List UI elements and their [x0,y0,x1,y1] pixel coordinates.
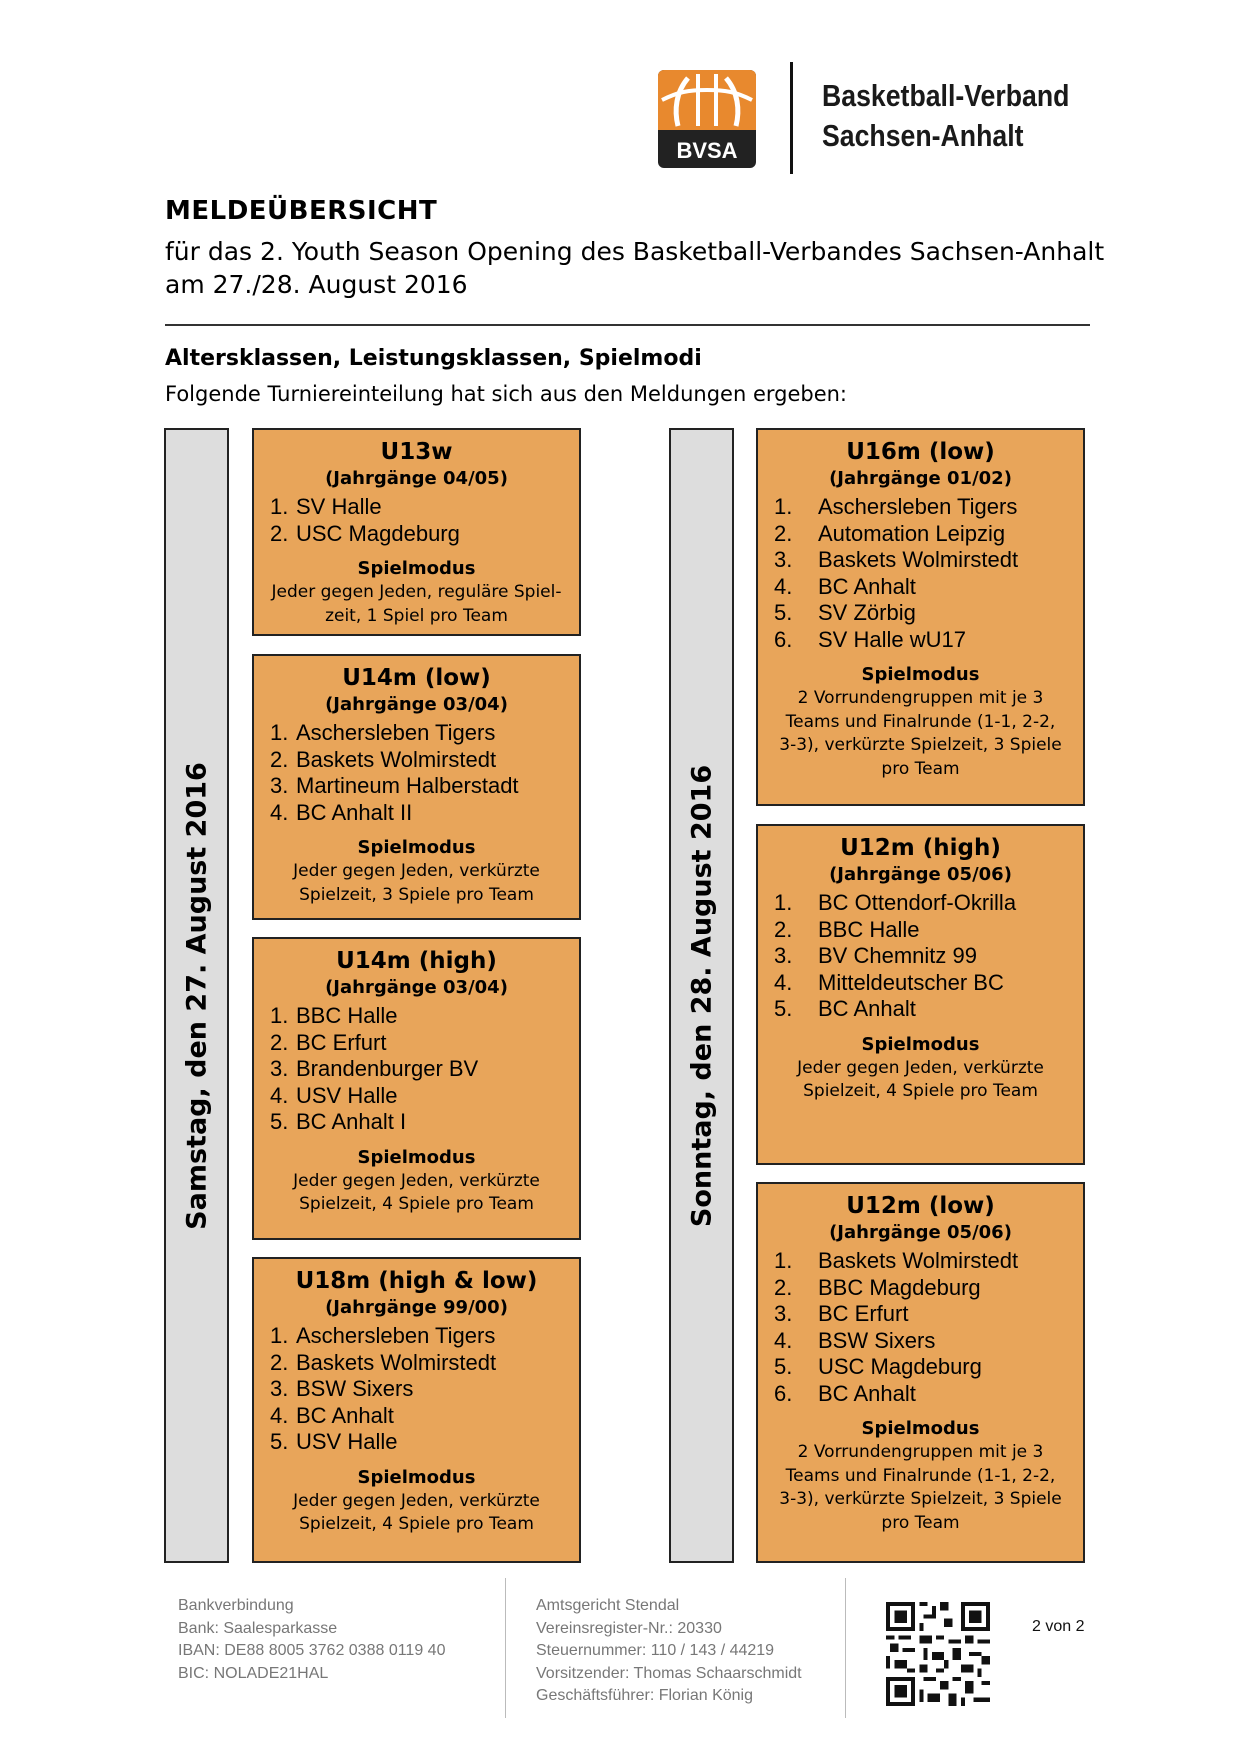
group-title: U14m (low) [342,665,491,691]
header-rule [165,324,1090,326]
group-years: (Jahrgänge 01/02) [829,468,1012,489]
team-item: 3. BV Chemnitz 99 [774,943,977,968]
group-years: (Jahrgänge 99/00) [325,1297,508,1318]
mode-text: Jeder gegen Jeden, reguläre Spiel- zeit, 1 Spiel pro Team [271,582,562,626]
group-title: U16m (low) [846,439,995,465]
team-item: 1. Aschersleben Tigers [270,1323,496,1348]
group-box-u18m [252,1257,581,1563]
day-bar-sunday [669,428,734,1563]
team-item: 5. USC Magdeburg [774,1354,982,1379]
footer-divider [505,1578,506,1718]
team-item: 2. Automation Leipzig [774,520,1006,546]
mode-label: Spielmodus [861,1033,980,1055]
team-item: 5. BC Anhalt [774,996,916,1021]
qr-code-icon [886,1602,990,1706]
mode-label: Spielmodus [861,1418,980,1439]
group-box-u14m-high [252,937,581,1240]
day-bar-saturday [164,428,229,1563]
mode-label: Spielmodus [357,837,476,858]
group-years: (Jahrgänge 03/04) [325,694,508,715]
team-list [254,494,579,547]
group-years: (Jahrgänge 03/04) [325,977,508,998]
mode-label: Spielmodus [357,1466,476,1488]
mode-text: Jeder gegen Jeden, verkürzte Spielzeit, 4 Spiele pro Team [293,1170,540,1214]
mode-text: 2 Vorrundengruppen mit je 3 Teams und Finalrunde (1-1, 2-2, 3-3), verkürzte Spielzeit, 3 Spiele pro Team [779,688,1062,779]
group-box-u12m-high [756,824,1085,1165]
org-name-line2: Sachsen-Anhalt [822,118,1024,153]
team-item: 2. BC Erfurt [270,1029,387,1055]
group-box-u14m-low [252,654,581,920]
team-item: 3. BC Erfurt [774,1301,909,1326]
team-list [254,1003,579,1136]
mode-text: Jeder gegen Jeden, verkürzte Spielzeit, 4 Spiele pro Team [797,1057,1044,1101]
footer-bank-info: Bankverbindung Bank: Saalesparkasse IBAN: DE88 8005 3762 0388 0119 40 BIC: NOLADE21HAL [178,1597,446,1682]
day-label-saturday: Samstag, den 27. August 2016 [181,761,212,1230]
group-title: U12m (high) [840,835,1001,861]
section-intro: Folgende Turniereinteilung hat sich aus den Meldungen ergeben: [165,382,848,406]
team-list [758,494,1083,653]
team-item: 3. Martineum Halberstadt [270,773,519,798]
team-item: 1. Aschersleben Tigers [270,720,496,745]
team-item: 4. BC Anhalt [774,573,916,599]
team-item: 4. USV Halle [270,1082,398,1108]
team-list [758,890,1083,1023]
group-box-u16m-low [756,428,1085,806]
group-years: (Jahrgänge 04/05) [325,468,508,489]
bvsa-logo [658,70,756,168]
group-title: U12m (low) [846,1193,995,1219]
header-divider [790,62,793,174]
team-item: 2. USC Magdeburg [270,520,460,546]
team-item: 6. SV Halle wU17 [774,626,966,652]
team-item: 5. SV Zörbig [774,600,916,625]
section-heading: Altersklassen, Leistungsklassen, Spielmodi [165,346,702,371]
team-item: 5. BC Anhalt I [270,1109,407,1134]
group-title: U13w [380,439,453,465]
mode-label: Spielmodus [357,1146,476,1168]
team-item: 4. BSW Sixers [774,1327,936,1353]
mode-label: Spielmodus [357,558,476,579]
logo-text: BVSA [676,138,738,163]
team-item: 2. Baskets Wolmirstedt [270,1349,497,1375]
team-item: 4. Mitteldeutscher BC [774,969,1004,995]
team-item: 5. USV Halle [270,1429,398,1454]
page-title: MELDEÜBERSICHT [165,196,438,226]
team-list [254,1323,579,1456]
team-item: 1. BBC Halle [270,1003,398,1028]
mode-text: Jeder gegen Jeden, verkürzte Spielzeit, 4 Spiele pro Team [293,1490,540,1534]
subtitle-line2: am 27./28. August 2016 [165,270,468,299]
group-box-u13w [252,428,581,636]
group-years: (Jahrgänge 05/06) [829,864,1012,885]
page-number: 2 von 2 [1032,1618,1085,1635]
team-item: 3. BSW Sixers [270,1376,414,1401]
mode-label: Spielmodus [861,664,980,685]
team-item: 6. BC Anhalt [774,1380,916,1406]
team-item: 3. Baskets Wolmirstedt [774,547,1019,572]
team-list [254,720,579,826]
footer-registry-info: Amtsgericht Stendal Vereinsregister-Nr.: 20330 Steuernummer: 110 / 143 / 44219 Vorsitzender: Thomas Schaarschmidt Geschäftsführer: Florian König [536,1597,802,1704]
team-item: 2. BBC Magdeburg [774,1274,981,1300]
team-item: 1. Aschersleben Tigers [774,494,1018,519]
mode-text: 2 Vorrundengruppen mit je 3 Teams und Finalrunde (1-1, 2-2, 3-3), verkürzte Spielzeit, 3 Spiele pro Team [779,1442,1062,1533]
group-title: U14m (high) [336,948,497,974]
team-list [758,1248,1083,1407]
team-item: 4. BC Anhalt [270,1402,394,1428]
team-item: 4. BC Anhalt II [270,799,413,825]
subtitle-line1: für das 2. Youth Season Opening des Basketball-Verbandes Sachsen-Anhalt [165,237,1105,266]
team-item: 2. Baskets Wolmirstedt [270,746,497,772]
group-title: U18m (high & low) [295,1268,538,1294]
team-item: 1. Baskets Wolmirstedt [774,1248,1019,1273]
org-name-line1: Basketball-Verband [822,78,1070,113]
team-item: 1. SV Halle [270,494,382,519]
group-years: (Jahrgänge 05/06) [829,1222,1012,1243]
mode-text: Jeder gegen Jeden, verkürzte Spielzeit, 3 Spiele pro Team [293,861,540,905]
day-label-sunday: Sonntag, den 28. August 2016 [686,764,717,1227]
group-box-u12m-low [756,1182,1085,1563]
team-item: 3. Brandenburger BV [270,1056,479,1081]
footer-divider [845,1578,846,1718]
team-item: 2. BBC Halle [774,916,920,942]
team-item: 1. BC Ottendorf-Okrilla [774,890,1017,915]
